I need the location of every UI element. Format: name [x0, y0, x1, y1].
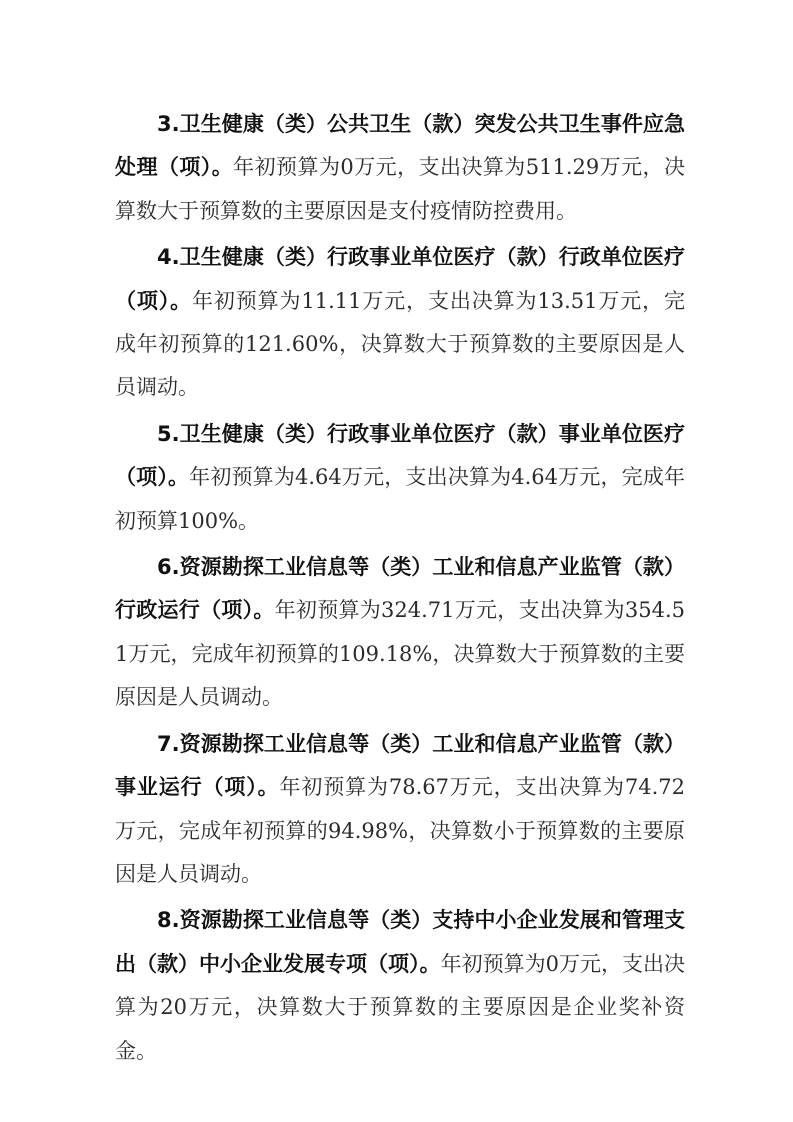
paragraph-item-7 [115, 723, 685, 897]
paragraph-item-3 [115, 103, 685, 233]
paragraph-heading: 3.卫生健康（类）公共卫生（款）突发公共卫生事件应急处理（项）。 [115, 112, 685, 180]
paragraph-item-8 [115, 899, 685, 1073]
paragraph-heading: 6.资源勘探工业信息等（类）工业和信息产业监管（款）行政运行（项）。 [115, 555, 685, 623]
paragraph-heading: 7.资源勘探工业信息等（类）工业和信息产业监管（款）事业运行（项）。 [115, 731, 685, 800]
paragraph-text: 年初预算为0万元，支出决算为20万元，决算数大于预算数的主要原因是企业奖补资金。 [115, 951, 685, 1063]
paragraph-text: 年初预算为0万元，支出决算为511.29万元，决算数大于预算数的主要原因是支付疫情防控费用。 [115, 155, 686, 223]
paragraph-item-6 [115, 546, 685, 720]
paragraph-text: 年初预算为324.71万元，支出决算为354.51万元，完成年初预算的109.18%，决算数大于预算数的主要原因是人员调动。 [115, 598, 686, 710]
paragraph-heading: 8.资源勘探工业信息等（类）支持中小企业发展和管理支出（款）中小企业发展专项（项）。 [115, 908, 685, 976]
paragraph-heading: 4.卫生健康（类）行政事业单位医疗（款）行政单位医疗（项）。 [115, 245, 685, 313]
paragraph-text: 年初预算为4.64万元，支出决算为4.64万元，完成年初预算100%。 [115, 465, 686, 533]
document-body [115, 103, 685, 1076]
paragraph-text: 年初预算为11.11万元，支出决算为13.51万元，完成年初预算的121.60%，决算数大于预算数的主要原因是人员调动。 [115, 288, 685, 400]
paragraph-item-5 [115, 413, 685, 543]
paragraph-heading: 5.卫生健康（类）行政事业单位医疗（款）事业单位医疗（项）。 [115, 421, 685, 490]
paragraph-item-4 [115, 236, 685, 410]
paragraph-text: 年初预算为78.67万元，支出决算为74.72万元，完成年初预算的94.98%，决算数小于预算数的主要原因是人员调动。 [115, 775, 685, 886]
